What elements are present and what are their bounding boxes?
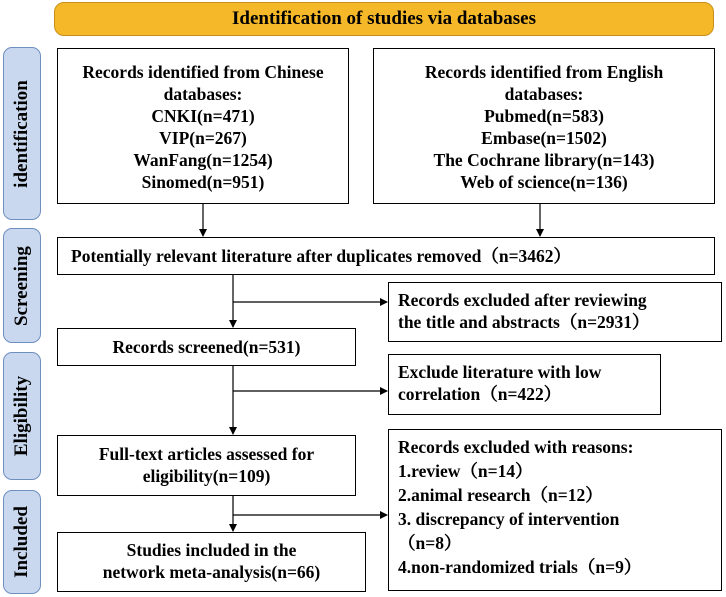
english-item-wos: Web of science(n=136) (460, 172, 628, 192)
chinese-item-sinomed: Sinomed(n=951) (141, 172, 265, 192)
banner-title: Identification of studies via databases (231, 8, 537, 29)
reason-discrepancy-count: （n=8） (398, 533, 462, 553)
screened-text: Records screened(n=531) (112, 337, 301, 357)
stage-identification-label: identification (11, 79, 33, 188)
excluded-title-line1: Records excluded after reviewing (398, 290, 647, 310)
reason-review: 1.review（n=14） (398, 461, 533, 481)
chinese-item-cnki: CNKI(n=471) (151, 106, 255, 126)
included-line2: network meta-analysis(n=66) (102, 562, 321, 582)
reason-non-randomized: 4.non-randomized trials（n=9） (398, 557, 642, 577)
chinese-item-vip: VIP(n=267) (159, 128, 247, 148)
chinese-title-line1: Records identified from Chinese (82, 62, 324, 82)
low-correlation-line1: Exclude literature with low (398, 362, 602, 382)
reason-discrepancy: 3. discrepancy of intervention (398, 509, 620, 529)
stage-eligibility-label: Eligibility (11, 375, 32, 457)
fulltext-line2: eligibility(n=109) (142, 466, 271, 486)
excluded-title-line2: the title and abstracts（n=2931） (398, 312, 650, 332)
included-line1: Studies included in the (126, 540, 297, 560)
stage-included-label: Included (11, 506, 32, 578)
fulltext-line1: Full-text articles assessed for (98, 444, 315, 464)
english-item-pubmed: Pubmed(n=583) (484, 106, 604, 126)
chinese-title-line2: databases: (163, 84, 243, 104)
reason-animal-research: 2.animal research（n=12） (398, 485, 603, 505)
stage-screening-label: Screening (11, 245, 32, 326)
chinese-item-wanfang: WanFang(n=1254) (133, 150, 273, 170)
english-item-embase: Embase(n=1502) (481, 128, 607, 148)
low-correlation-line2: correlation（n=422） (398, 384, 562, 404)
english-title-line2: databases: (504, 84, 584, 104)
reasons-title: Records excluded with reasons: (398, 437, 634, 457)
english-title-line1: Records identified from English (424, 62, 664, 82)
english-item-cochrane: The Cochrane library(n=143) (433, 150, 655, 170)
duplicates-text: Potentially relevant literature after duplicates removed（n=3462） (71, 246, 572, 266)
